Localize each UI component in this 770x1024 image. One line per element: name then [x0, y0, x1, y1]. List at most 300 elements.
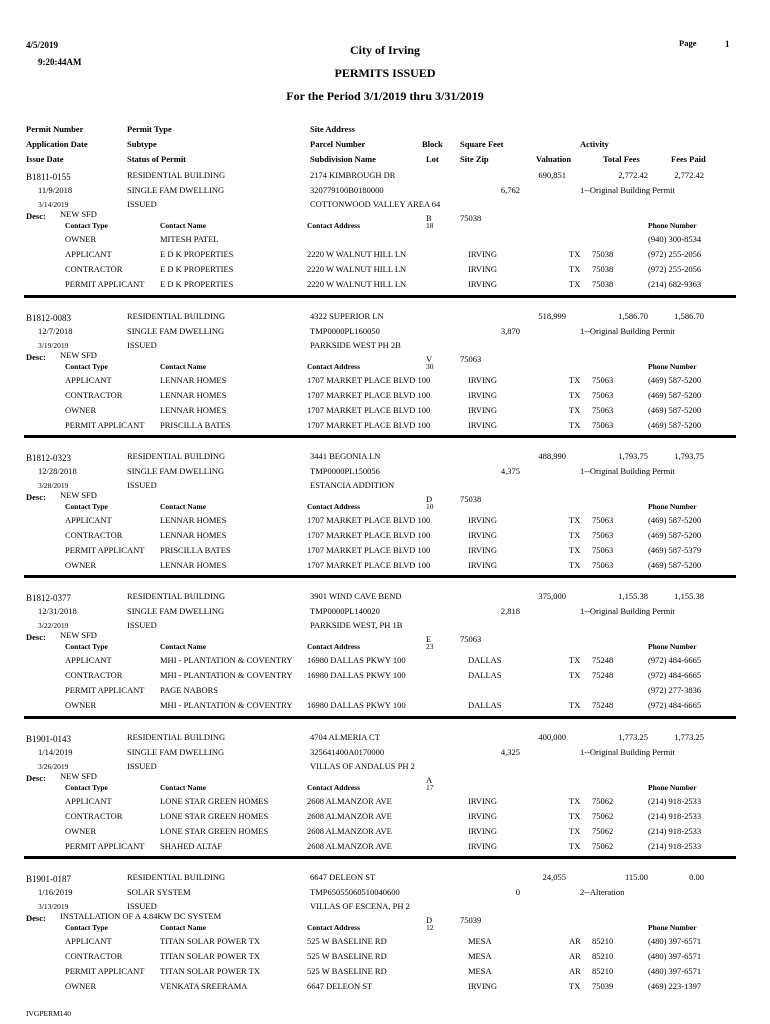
col-fees-paid: Fees Paid: [671, 154, 706, 164]
col-activity: Activity: [580, 139, 609, 149]
contact-phone: (469) 587-5200: [648, 420, 702, 430]
subdivision: PARKSIDE WEST PH 2B: [310, 340, 401, 350]
block-value: V: [426, 354, 433, 364]
contact-address: 2220 W WALNUT HILL LN: [307, 279, 407, 289]
permit-number: B1901-0187: [26, 874, 71, 884]
page-label: Page: [679, 38, 697, 48]
contact-name: LENNAR HOMES: [160, 390, 227, 400]
lot-value: 10: [426, 502, 434, 511]
total-fees: 1,793.75: [618, 451, 648, 461]
contact-address: 525 W BASELINE RD: [307, 951, 387, 961]
col-site-zip: Site Zip: [460, 154, 489, 164]
permit-type: RESIDENTIAL BUILDING: [127, 732, 226, 742]
contact-zip: 75063: [592, 545, 614, 555]
activity: 1--Original Building Permit: [580, 606, 675, 616]
contact-type-header: Contact Type: [65, 502, 108, 511]
total-fees: 1,773.25: [618, 732, 648, 742]
contact-city: IRVING: [468, 811, 498, 821]
permit-separator: [24, 856, 736, 859]
desc-label: Desc:: [26, 773, 46, 783]
col-valuation: Valuation: [536, 154, 572, 164]
contact-type: PERMIT APPLICANT: [65, 545, 145, 555]
activity: 1--Original Building Permit: [580, 466, 675, 476]
contact-zip: 75038: [592, 279, 614, 289]
block-value: A: [426, 775, 433, 785]
contact-address: 6647 DELEON ST: [307, 981, 373, 991]
application-date: 12/28/2018: [38, 466, 77, 476]
permit-type: RESIDENTIAL BUILDING: [127, 591, 226, 601]
contact-address: 2220 W WALNUT HILL LN: [307, 264, 407, 274]
report-title: PERMITS ISSUED: [334, 66, 436, 80]
contact-state: TX: [569, 375, 581, 385]
contact-state: TX: [569, 530, 581, 540]
contact-name-header: Contact Name: [160, 362, 207, 371]
parcel-number: TMP0000PL140020: [310, 606, 380, 616]
contact-type: APPLICANT: [65, 796, 112, 806]
parcel-number: 325641400A0170000: [310, 747, 385, 757]
contact-city: MESA: [468, 936, 492, 946]
col-issue-date: Issue Date: [26, 154, 64, 164]
fees-paid: 1,155.38: [674, 591, 704, 601]
contact-state: TX: [569, 981, 581, 991]
site-address: 6647 DELEON ST: [310, 872, 376, 882]
issue-date: 3/13/2019: [38, 902, 69, 911]
contact-name: E D K PROPERTIES: [160, 249, 234, 259]
total-fees: 1,586.70: [618, 311, 648, 321]
contact-address: 1707 MARKET PLACE BLVD 100: [307, 390, 431, 400]
contact-type: PERMIT APPLICANT: [65, 279, 145, 289]
contact-name-header: Contact Name: [160, 642, 207, 651]
desc-label: Desc:: [26, 352, 46, 362]
permit-status: ISSUED: [127, 340, 157, 350]
contact-phone: (214) 918-2533: [648, 796, 702, 806]
contact-zip: 75062: [592, 841, 614, 851]
report-period: For the Period 3/1/2019 thru 3/31/2019: [286, 89, 484, 103]
contact-zip: 75063: [592, 515, 614, 525]
contact-address: 16980 DALLAS PKWY 100: [307, 700, 406, 710]
contact-type: APPLICANT: [65, 375, 112, 385]
contact-name: MHI - PLANTATION & COVENTRY: [160, 670, 293, 680]
contact-city: IRVING: [468, 390, 498, 400]
contact-address: 2608 ALMANZOR AVE: [307, 826, 392, 836]
contact-state: TX: [569, 841, 581, 851]
fees-paid: 1,773.25: [674, 732, 704, 742]
contact-address: 1707 MARKET PLACE BLVD 100: [307, 375, 431, 385]
contact-address-header: Contact Address: [307, 923, 360, 932]
permit-status: ISSUED: [127, 761, 157, 771]
contact-name: MITESH PATEL: [160, 234, 219, 244]
contact-type: APPLICANT: [65, 249, 112, 259]
subtype: SINGLE FAM DWELLING: [127, 185, 225, 195]
contact-type: PERMIT APPLICANT: [65, 841, 145, 851]
col-application-date: Application Date: [26, 139, 88, 149]
contact-state: TX: [569, 405, 581, 415]
contact-name: LONE STAR GREEN HOMES: [160, 826, 269, 836]
col-block: Block: [422, 139, 443, 149]
contact-type: OWNER: [65, 405, 97, 415]
contact-zip: 75063: [592, 390, 614, 400]
contact-phone: (972) 255-2056: [648, 264, 702, 274]
subdivision: ESTANCIA ADDITION: [310, 480, 395, 490]
block-value: D: [426, 494, 433, 504]
contact-address: 16980 DALLAS PKWY 100: [307, 670, 406, 680]
permit-separator: [24, 295, 736, 298]
contact-type: CONTRACTOR: [65, 530, 123, 540]
contact-name: SHAHED ALTAF: [160, 841, 223, 851]
contact-type-header: Contact Type: [65, 221, 108, 230]
contact-phone: (469) 587-5200: [648, 530, 702, 540]
subdivision: PARKSIDE WEST, PH 1B: [310, 620, 403, 630]
contact-address: 2608 ALMANZOR AVE: [307, 841, 392, 851]
contact-address-header: Contact Address: [307, 502, 360, 511]
permit-separator: [24, 435, 736, 438]
contact-zip: 75062: [592, 811, 614, 821]
subdivision: VILLAS OF ANDALUS PH 2: [310, 761, 415, 771]
phone-header: Phone Number: [648, 923, 697, 932]
fees-paid: 2,772.42: [674, 170, 704, 180]
contact-type: APPLICANT: [65, 515, 112, 525]
contact-type: PERMIT APPLICANT: [65, 966, 145, 976]
contact-phone: (214) 918-2533: [648, 826, 702, 836]
contact-city: IRVING: [468, 560, 498, 570]
contact-state: TX: [569, 796, 581, 806]
desc-label: Desc:: [26, 492, 46, 502]
contact-zip: 85210: [592, 966, 614, 976]
permit-separator: [24, 575, 736, 578]
contact-state: TX: [569, 700, 581, 710]
contact-name: LONE STAR GREEN HOMES: [160, 811, 269, 821]
contact-name: LENNAR HOMES: [160, 515, 227, 525]
permit-number: B1812-0083: [26, 313, 71, 323]
contact-city: IRVING: [468, 375, 498, 385]
col-permit-type: Permit Type: [127, 124, 172, 134]
valuation: 400,000: [538, 732, 566, 742]
contact-phone: (469) 223-1397: [648, 981, 702, 991]
parcel-number: TMP65055060510040600: [310, 887, 400, 897]
contact-name: LENNAR HOMES: [160, 560, 227, 570]
permit-separator: [24, 716, 736, 719]
contact-phone: (940) 300-8534: [648, 234, 702, 244]
contact-address: 1707 MARKET PLACE BLVD 100: [307, 405, 431, 415]
contact-name: MHI - PLANTATION & COVENTRY: [160, 655, 293, 665]
contact-zip: 75062: [592, 796, 614, 806]
contact-zip: 75063: [592, 560, 614, 570]
fees-paid: 0.00: [689, 872, 704, 882]
contact-city: IRVING: [468, 264, 498, 274]
contact-type: CONTRACTOR: [65, 264, 123, 274]
activity: 2--Alteration: [580, 887, 625, 897]
site-zip: 75038: [460, 494, 482, 504]
total-fees: 1,155.38: [618, 591, 648, 601]
contact-phone: (469) 587-5200: [648, 375, 702, 385]
issue-date: 3/26/2019: [38, 762, 69, 771]
subdivision: VILLAS OF ESCENA, PH 2: [310, 901, 410, 911]
contact-phone: (480) 397-6571: [648, 951, 702, 961]
activity: 1--Original Building Permit: [580, 185, 675, 195]
contact-address: 2220 W WALNUT HILL LN: [307, 249, 407, 259]
contact-name-header: Contact Name: [160, 923, 207, 932]
contact-phone: (480) 397-6571: [648, 966, 702, 976]
contact-state: TX: [569, 515, 581, 525]
total-fees: 2,772.42: [618, 170, 648, 180]
contact-address: 525 W BASELINE RD: [307, 936, 387, 946]
contact-city: IRVING: [468, 841, 498, 851]
contact-type: APPLICANT: [65, 936, 112, 946]
issue-date: 3/14/2019: [38, 200, 69, 209]
contact-phone: (214) 918-2533: [648, 841, 702, 851]
application-date: 1/14/2019: [38, 747, 73, 757]
square-feet: 3,870: [500, 326, 520, 336]
block-value: D: [426, 915, 433, 925]
issue-date: 3/22/2019: [38, 621, 69, 630]
permit-type: RESIDENTIAL BUILDING: [127, 872, 226, 882]
contact-type: PERMIT APPLICANT: [65, 420, 145, 430]
contact-zip: 85210: [592, 936, 614, 946]
subtype: SINGLE FAM DWELLING: [127, 606, 225, 616]
contact-state: AR: [569, 966, 581, 976]
contact-phone: (469) 587-5200: [648, 515, 702, 525]
permit-status: ISSUED: [127, 199, 157, 209]
fees-paid: 1,793.75: [674, 451, 704, 461]
contact-phone: (469) 587-5200: [648, 560, 702, 570]
contact-phone: (972) 255-2056: [648, 249, 702, 259]
contact-address-header: Contact Address: [307, 642, 360, 651]
subtype: SINGLE FAM DWELLING: [127, 326, 225, 336]
contact-phone: (972) 277-3836: [648, 685, 702, 695]
contact-phone: (214) 682-9363: [648, 279, 702, 289]
phone-header: Phone Number: [648, 221, 697, 230]
square-feet: 0: [515, 887, 520, 897]
col-parcel-number: Parcel Number: [310, 139, 366, 149]
total-fees: 115.00: [624, 872, 648, 882]
fees-paid: 1,586.70: [674, 311, 704, 321]
contact-type: OWNER: [65, 700, 97, 710]
lot-value: 23: [426, 642, 434, 651]
issue-date: 3/19/2019: [38, 341, 69, 350]
contact-address: 1707 MARKET PLACE BLVD 100: [307, 560, 431, 570]
permit-description: NEW SFD: [60, 350, 97, 360]
contact-name: E D K PROPERTIES: [160, 264, 234, 274]
parcel-number: 320779100B0180000: [310, 185, 384, 195]
contact-type: CONTRACTOR: [65, 951, 123, 961]
contact-city: IRVING: [468, 249, 498, 259]
contact-type-header: Contact Type: [65, 783, 108, 792]
subtype: SOLAR SYSTEM: [127, 887, 191, 897]
col-site-address: Site Address: [310, 124, 355, 134]
contact-type: OWNER: [65, 234, 97, 244]
subdivision: COTTONWOOD VALLEY AREA 64: [310, 199, 441, 209]
report-code: IVGPERM140: [26, 1009, 72, 1018]
desc-label: Desc:: [26, 211, 46, 221]
permit-type: RESIDENTIAL BUILDING: [127, 170, 226, 180]
square-feet: 2,818: [500, 606, 520, 616]
permit-status: ISSUED: [127, 620, 157, 630]
valuation: 375,000: [538, 591, 566, 601]
contact-address: 1707 MARKET PLACE BLVD 100: [307, 530, 431, 540]
square-feet: 6,762: [500, 185, 520, 195]
contact-city: IRVING: [468, 515, 498, 525]
application-date: 1/16/2019: [38, 887, 73, 897]
contact-name: E D K PROPERTIES: [160, 279, 234, 289]
contact-name: VENKATA SREERAMA: [160, 981, 248, 991]
contact-name: TITAN SOLAR POWER TX: [160, 951, 260, 961]
col-subdivision: Subdivision Name: [310, 154, 376, 164]
contact-city: MESA: [468, 951, 492, 961]
activity: 1--Original Building Permit: [580, 747, 675, 757]
permit-description: INSTALLATION OF A 4.84KW DC SYSTEM: [60, 911, 222, 921]
contact-phone: (972) 484-6665: [648, 670, 702, 680]
site-address: 3441 BEGONIA LN: [310, 451, 381, 461]
col-lot: Lot: [426, 154, 439, 164]
contact-state: TX: [569, 264, 581, 274]
contact-state: TX: [569, 545, 581, 555]
col-permit-number: Permit Number: [26, 124, 84, 134]
lot-value: 12: [426, 923, 434, 932]
contact-phone: (972) 484-6665: [648, 655, 702, 665]
page-number: 1: [725, 39, 730, 49]
contact-state: TX: [569, 560, 581, 570]
permit-type: RESIDENTIAL BUILDING: [127, 451, 226, 461]
contact-zip: 85210: [592, 951, 614, 961]
contact-type: OWNER: [65, 560, 97, 570]
contact-zip: 75062: [592, 826, 614, 836]
col-total-fees: Total Fees: [603, 154, 640, 164]
contact-zip: 75063: [592, 375, 614, 385]
contact-phone: (972) 484-6665: [648, 700, 702, 710]
contact-name: LENNAR HOMES: [160, 530, 227, 540]
block-value: E: [426, 634, 432, 644]
contact-zip: 75038: [592, 264, 614, 274]
contact-name: PRISCILLA BATES: [160, 545, 231, 555]
permit-number: B1812-0323: [26, 453, 71, 463]
contact-type-header: Contact Type: [65, 362, 108, 371]
desc-label: Desc:: [26, 632, 46, 642]
contact-city: IRVING: [468, 826, 498, 836]
contact-city: IRVING: [468, 530, 498, 540]
lot-value: 17: [426, 783, 434, 792]
site-address: 3901 WIND CAVE BEND: [310, 591, 402, 601]
contact-zip: 75248: [592, 655, 614, 665]
contact-name: LONE STAR GREEN HOMES: [160, 796, 269, 806]
contact-zip: 75038: [592, 249, 614, 259]
square-feet: 4,325: [500, 747, 520, 757]
permit-status: ISSUED: [127, 480, 157, 490]
parcel-number: TMP0000PL150056: [310, 466, 380, 476]
site-address: 4322 SUPERIOR LN: [310, 311, 384, 321]
contact-city: IRVING: [468, 981, 498, 991]
contact-city: DALLAS: [468, 655, 502, 665]
contact-city: IRVING: [468, 545, 498, 555]
col-status: Status of Permit: [127, 154, 187, 164]
report-time: 9:20:44AM: [38, 57, 82, 67]
contact-type-header: Contact Type: [65, 642, 108, 651]
parcel-number: TMP0000PL160050: [310, 326, 380, 336]
contact-name-header: Contact Name: [160, 783, 207, 792]
contact-address: 16980 DALLAS PKWY 100: [307, 655, 406, 665]
phone-header: Phone Number: [648, 362, 697, 371]
contact-state: AR: [569, 936, 581, 946]
contact-phone: (214) 918-2533: [648, 811, 702, 821]
contact-phone: (469) 587-5200: [648, 405, 702, 415]
contact-address: 2608 ALMANZOR AVE: [307, 796, 392, 806]
site-zip: 75039: [460, 915, 482, 925]
contact-name: PRISCILLA BATES: [160, 420, 231, 430]
contact-state: TX: [569, 390, 581, 400]
subtype: SINGLE FAM DWELLING: [127, 466, 225, 476]
contact-zip: 75063: [592, 420, 614, 430]
contact-address: 1707 MARKET PLACE BLVD 100: [307, 545, 431, 555]
contact-type: CONTRACTOR: [65, 670, 123, 680]
activity: 1--Original Building Permit: [580, 326, 675, 336]
permit-description: NEW SFD: [60, 490, 97, 500]
contact-zip: 75039: [592, 981, 614, 991]
contact-city: IRVING: [468, 279, 498, 289]
contact-zip: 75063: [592, 530, 614, 540]
contact-city: DALLAS: [468, 700, 502, 710]
contact-phone: (469) 587-5379: [648, 545, 702, 555]
col-square-feet: Square Feet: [460, 139, 504, 149]
contact-state: TX: [569, 670, 581, 680]
site-address: 4704 ALMERIA CT: [310, 732, 380, 742]
contact-state: TX: [569, 655, 581, 665]
contact-phone: (480) 397-6571: [648, 936, 702, 946]
contact-phone: (469) 587-5200: [648, 390, 702, 400]
contact-name-header: Contact Name: [160, 502, 207, 511]
contact-type: OWNER: [65, 981, 97, 991]
contact-type: APPLICANT: [65, 655, 112, 665]
report-date: 4/5/2019: [26, 40, 59, 50]
valuation: 24,055: [542, 872, 566, 882]
contact-type: PERMIT APPLICANT: [65, 685, 145, 695]
contact-address: 1707 MARKET PLACE BLVD 100: [307, 420, 431, 430]
contact-type: OWNER: [65, 826, 97, 836]
issue-date: 3/28/2019: [38, 481, 69, 490]
contact-state: AR: [569, 951, 581, 961]
contact-type-header: Contact Type: [65, 923, 108, 932]
contact-zip: 75063: [592, 405, 614, 415]
permit-number: B1812-0377: [26, 593, 71, 603]
application-date: 11/9/2018: [38, 185, 73, 195]
valuation: 518,999: [538, 311, 566, 321]
contact-state: TX: [569, 811, 581, 821]
contact-name: MHI - PLANTATION & COVENTRY: [160, 700, 293, 710]
permit-type: RESIDENTIAL BUILDING: [127, 311, 226, 321]
contact-zip: 75248: [592, 700, 614, 710]
contact-name: PAGE NABORS: [160, 685, 219, 695]
contact-city: IRVING: [468, 420, 498, 430]
contact-address: 2608 ALMANZOR AVE: [307, 811, 392, 821]
contact-type: CONTRACTOR: [65, 811, 123, 821]
lot-value: 18: [426, 221, 434, 230]
contact-zip: 75248: [592, 670, 614, 680]
site-zip: 75063: [460, 354, 482, 364]
square-feet: 4,375: [500, 466, 520, 476]
permit-description: NEW SFD: [60, 630, 97, 640]
site-address: 2174 KIMBROUGH DR: [310, 170, 396, 180]
contact-address-header: Contact Address: [307, 783, 360, 792]
contact-address: 525 W BASELINE RD: [307, 966, 387, 976]
permit-number: B1811-0155: [26, 172, 71, 182]
contact-address-header: Contact Address: [307, 362, 360, 371]
contact-state: TX: [569, 249, 581, 259]
permit-number: B1901-0143: [26, 734, 71, 744]
contact-state: TX: [569, 420, 581, 430]
contact-address: 1707 MARKET PLACE BLVD 100: [307, 515, 431, 525]
contact-city: MESA: [468, 966, 492, 976]
contact-name: LENNAR HOMES: [160, 375, 227, 385]
block-value: B: [426, 213, 432, 223]
valuation: 488,990: [538, 451, 566, 461]
